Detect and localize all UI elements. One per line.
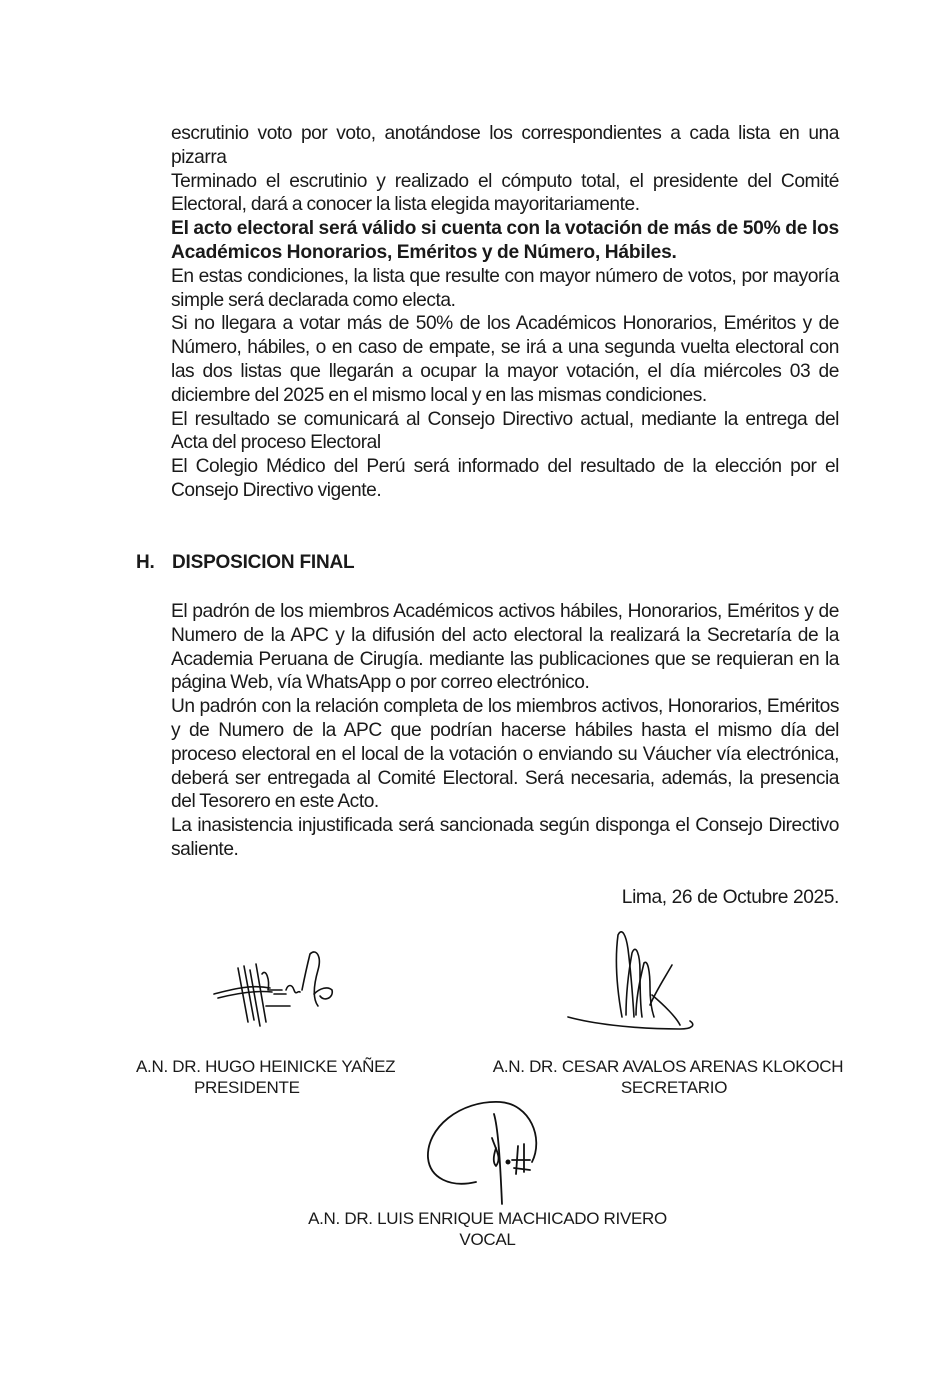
- paragraph-inasistencia: La inasistencia injustificada será sancionada según disponga el Consejo Directivo saliente.: [171, 815, 839, 860]
- signer-president: [136, 1056, 406, 1098]
- signature-vocal: [420, 1098, 550, 1208]
- paragraph-escrutinio: escrutinio voto por voto, anotándose los correspondientes a cada lista en una pizarra: [171, 123, 839, 168]
- paragraph-padron-difusion: El padrón de los miembros Académicos activos hábiles, Honorarios, Eméritos y de Numero de la APC y la difusión del acto electoral la realizará la Secretaría de la Academia Peruana de Cirugía. mediante las publicaciones que se requieran en la página Web, vía WhatsApp o por correo electrónico.: [171, 601, 839, 694]
- signature-president: [210, 950, 340, 1035]
- date-line: Lima, 26 de Octubre 2025.: [621, 887, 839, 908]
- section-title: DISPOSICION FINAL: [172, 552, 355, 573]
- paragraph-segunda-vuelta: Si no llegara a votar más de 50% de los Académicos Honorarios, Eméritos y de Número, hábiles, o en caso de empate, se irá a una segunda vuelta electoral con las dos listas que llegarán a ocupar la mayor votación, el día miércoles 03 de diciembre del 2025 en el mismo local y en las mismas condiciones.: [171, 313, 839, 406]
- signer-name: A.N. DR. HUGO HEINICKE YAÑEZ: [136, 1057, 396, 1076]
- signature-secretary: [560, 925, 710, 1035]
- paragraph-padron-completo: Un padrón con la relación completa de los miembros activos, Honorarios, Eméritos y de Numero de la APC que podrían hacerse hábiles hasta el mismo día del proceso electoral en el local de la votación o enviando su Váucher vía electrónica, deberá ser entregada al Comité Electoral. Será necesaria, además, la presencia del Tesorero en este Acto.: [171, 696, 839, 813]
- paragraph-mayoria-simple: En estas condiciones, la lista que resulte con mayor número de votos, por mayoría simple será declarada como electa.: [171, 265, 839, 311]
- section-heading-disposicion-final: [136, 552, 354, 574]
- signer-role: PRESIDENTE: [194, 1078, 300, 1097]
- section-letter: H.: [136, 552, 155, 573]
- paragraph-validez-bold: El acto electoral será válido si cuenta con la votación de más de 50% de los Académicos Honorarios, Eméritos y de Número, Hábiles.: [171, 218, 839, 263]
- signer-name: A.N. DR. CESAR AVALOS ARENAS KLOKOCH: [492, 1057, 844, 1076]
- signer-role: SECRETARIO: [620, 1078, 728, 1097]
- paragraph-colegio-medico: El Colegio Médico del Perú será informado del resultado de la elección por el Consejo Directivo vigente.: [171, 456, 839, 501]
- signer-role: VOCAL: [459, 1230, 516, 1249]
- paragraph-resultado-consejo: El resultado se comunicará al Consejo Directivo actual, mediante la entrega del Acta del proceso Electoral: [171, 408, 839, 454]
- paragraph-computo: Terminado el escrutinio y realizado el cómputo total, el presidente del Comité Electoral, dará a conocer la lista elegida mayoritariamente.: [171, 170, 839, 216]
- final-disposition-text: [171, 600, 839, 862]
- signer-secretary: [490, 1056, 846, 1098]
- signer-name: A.N. DR. LUIS ENRIQUE MACHICADO RIVERO: [308, 1209, 667, 1228]
- signer-vocal: [300, 1208, 675, 1250]
- electoral-procedure-text: [171, 122, 839, 503]
